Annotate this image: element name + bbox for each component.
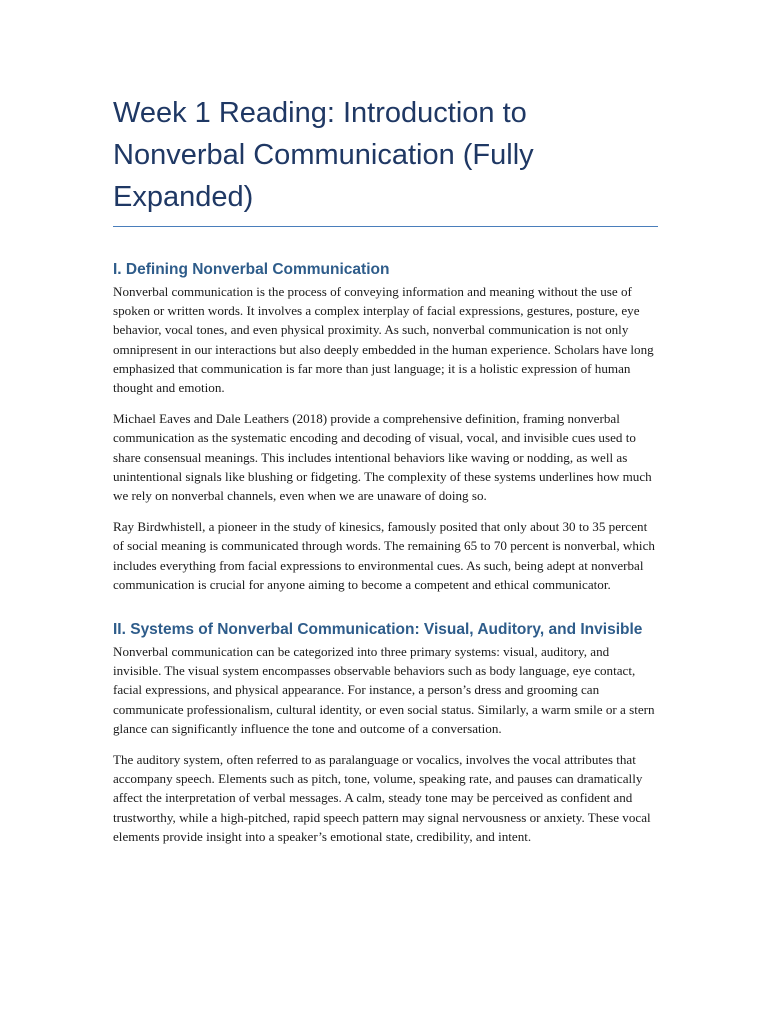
section-heading: II. Systems of Nonverbal Communication: Visual, Auditory, and Invisible (113, 621, 643, 639)
document-title: Week 1 Reading: Introduction to Nonverbal Communication (Fully Expanded) (113, 92, 658, 227)
paragraph: The auditory system, often referred to as paralanguage or vocalics, involves the vocal attributes that accompany speech. Elements such as pitch, tone, volume, speaking rate, and pauses can dramatically affect the interpretation of verbal messages. A calm, steady tone may be perceived as confident and trustworthy, while a high-pitched, rapid speech pattern may signal nervousness or anxiety. These vocal elements provide insight into a speaker’s emotional state, credibility, and intent. (113, 752, 651, 844)
section-systems (113, 620, 658, 846)
paragraph: Michael Eaves and Dale Leathers (2018) provide a comprehensive definition, framing nonverbal communication as the systematic encoding and decoding of visual, vocal, and invisible cues used to share consensual meanings. This includes intentional behaviors like waving or nodding, as well as unintentional signals like blushing or fidgeting. The complexity of these systems underlines how much we rely on nonverbal channels, even when we are unaware of doing so. (113, 411, 652, 504)
paragraph: Ray Birdwhistell, a pioneer in the study of kinesics, famously posited that only about 30 to 35 percent of social meaning is communicated through words. The remaining 65 to 70 percent is nonverbal, which includes everything from facial expressions to environmental cues. As such, being adept at nonverbal communication is crucial for anyone aiming to become a competent and ethical communicator. (113, 519, 655, 592)
section-heading: I. Defining Nonverbal Communication (113, 261, 390, 278)
section-defining (113, 260, 658, 594)
paragraph: Nonverbal communication is the process of conveying information and meaning without the use of spoken or written words. It involves a complex interplay of facial expressions, gestures, posture, eye behavior, vocal tones, and even physical proximity. As such, nonverbal communication is not only omnipresent in our interactions but also deeply embedded in the human experience. Scholars have long emphasized that communication is far more than just language; it is a holistic expression of human thought and emotion. (113, 284, 654, 396)
paragraph: Nonverbal communication can be categorized into three primary systems: visual, auditory, and invisible. The visual system encompasses observable behaviors such as body language, eye contact, facial expressions, and physical appearance. For instance, a person’s dress and grooming can communicate professionalism, cultural identity, or even social status. Similarly, a warm smile or a stern glance can significantly influence the tone and outcome of a conversation. (113, 644, 655, 736)
document-page (113, 92, 658, 846)
